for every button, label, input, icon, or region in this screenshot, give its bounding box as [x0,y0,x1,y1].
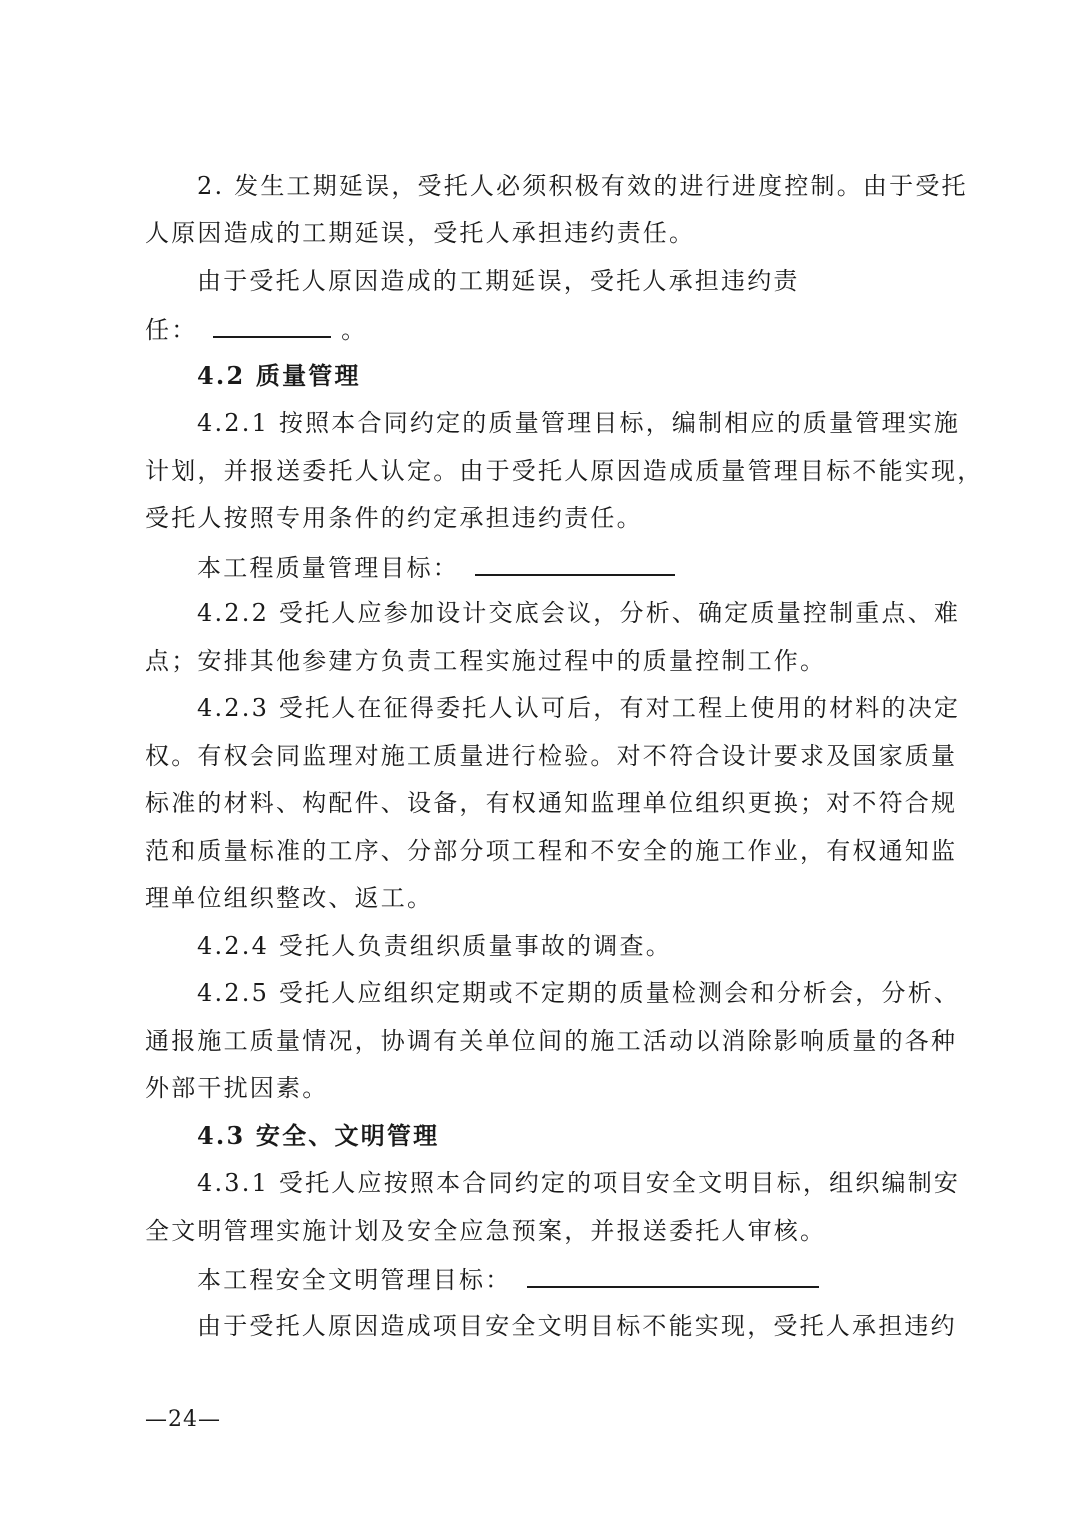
paragraph-line: 计划，并报送委托人认定。由于受托人原因造成质量管理目标不能实现， [145,457,984,485]
blank-underline [475,550,675,576]
paragraph-line: 由于受托人原因造成的工期延误，受托人承担违约责 [197,267,800,295]
paragraph-line: 理单位组织整改、返工。 [145,884,434,912]
fill-in-line [145,312,367,346]
paragraph-line: 范和质量标准的工序、分部分项工程和不安全的施工作业，有权通知监 [145,837,958,865]
fill-in-period: 。 [341,316,368,344]
section-heading-4-3: 4.3 安全、文明管理 [197,1121,440,1150]
paragraph-line: 受托人按照专用条件的约定承担违约责任。 [145,504,643,532]
paragraph-line: 通报施工质量情况，协调有关单位间的施工活动以消除影响质量的各种 [145,1027,958,1055]
fill-in-label: 任： [145,316,198,344]
paragraph-line: 4.2.2 受托人应参加设计交底会议，分析、确定质量控制重点、难 [197,599,961,627]
paragraph-line: 4.2.1 按照本合同约定的质量管理目标，编制相应的质量管理实施 [197,409,961,437]
paragraph-line: 全文明管理实施计划及安全应急预案，并报送委托人审核。 [145,1217,827,1245]
blank-underline [527,1262,819,1288]
paragraph-line: 点；安排其他参建方负责工程实施过程中的质量控制工作。 [145,647,827,675]
paragraph-line: 标准的材料、构配件、设备，有权通知监理单位组织更换；对不符合规 [145,789,958,817]
paragraph-line: 权。有权会同监理对施工质量进行检验。对不符合设计要求及国家质量 [145,742,958,770]
fill-in-line [197,550,675,584]
paragraph-line: 外部干扰因素。 [145,1074,329,1102]
paragraph-line: 4.2.5 受托人应组织定期或不定期的质量检测会和分析会，分析、 [197,979,961,1007]
page-number: —24— [145,1407,221,1432]
fill-in-label: 本工程质量管理目标： [197,554,459,582]
fill-in-label: 本工程安全文明管理目标： [197,1266,512,1294]
section-heading-4-2: 4.2 质量管理 [197,361,361,390]
paragraph-line: 4.3.1 受托人应按照本合同约定的项目安全文明目标，组织编制安 [197,1169,961,1197]
paragraph-line: 由于受托人原因造成项目安全文明目标不能实现，受托人承担违约 [197,1312,957,1340]
paragraph-line: 2. 发生工期延误，受托人必须积极有效的进行进度控制。由于受托 [197,172,968,200]
paragraph-line: 人原因造成的工期延误，受托人承担违约责任。 [145,219,696,247]
fill-in-line [197,1262,819,1296]
blank-underline [213,312,331,338]
paragraph-line: 4.2.4 受托人负责组织质量事故的调查。 [197,932,672,960]
paragraph-line: 4.2.3 受托人在征得委托人认可后，有对工程上使用的材料的决定 [197,694,961,722]
